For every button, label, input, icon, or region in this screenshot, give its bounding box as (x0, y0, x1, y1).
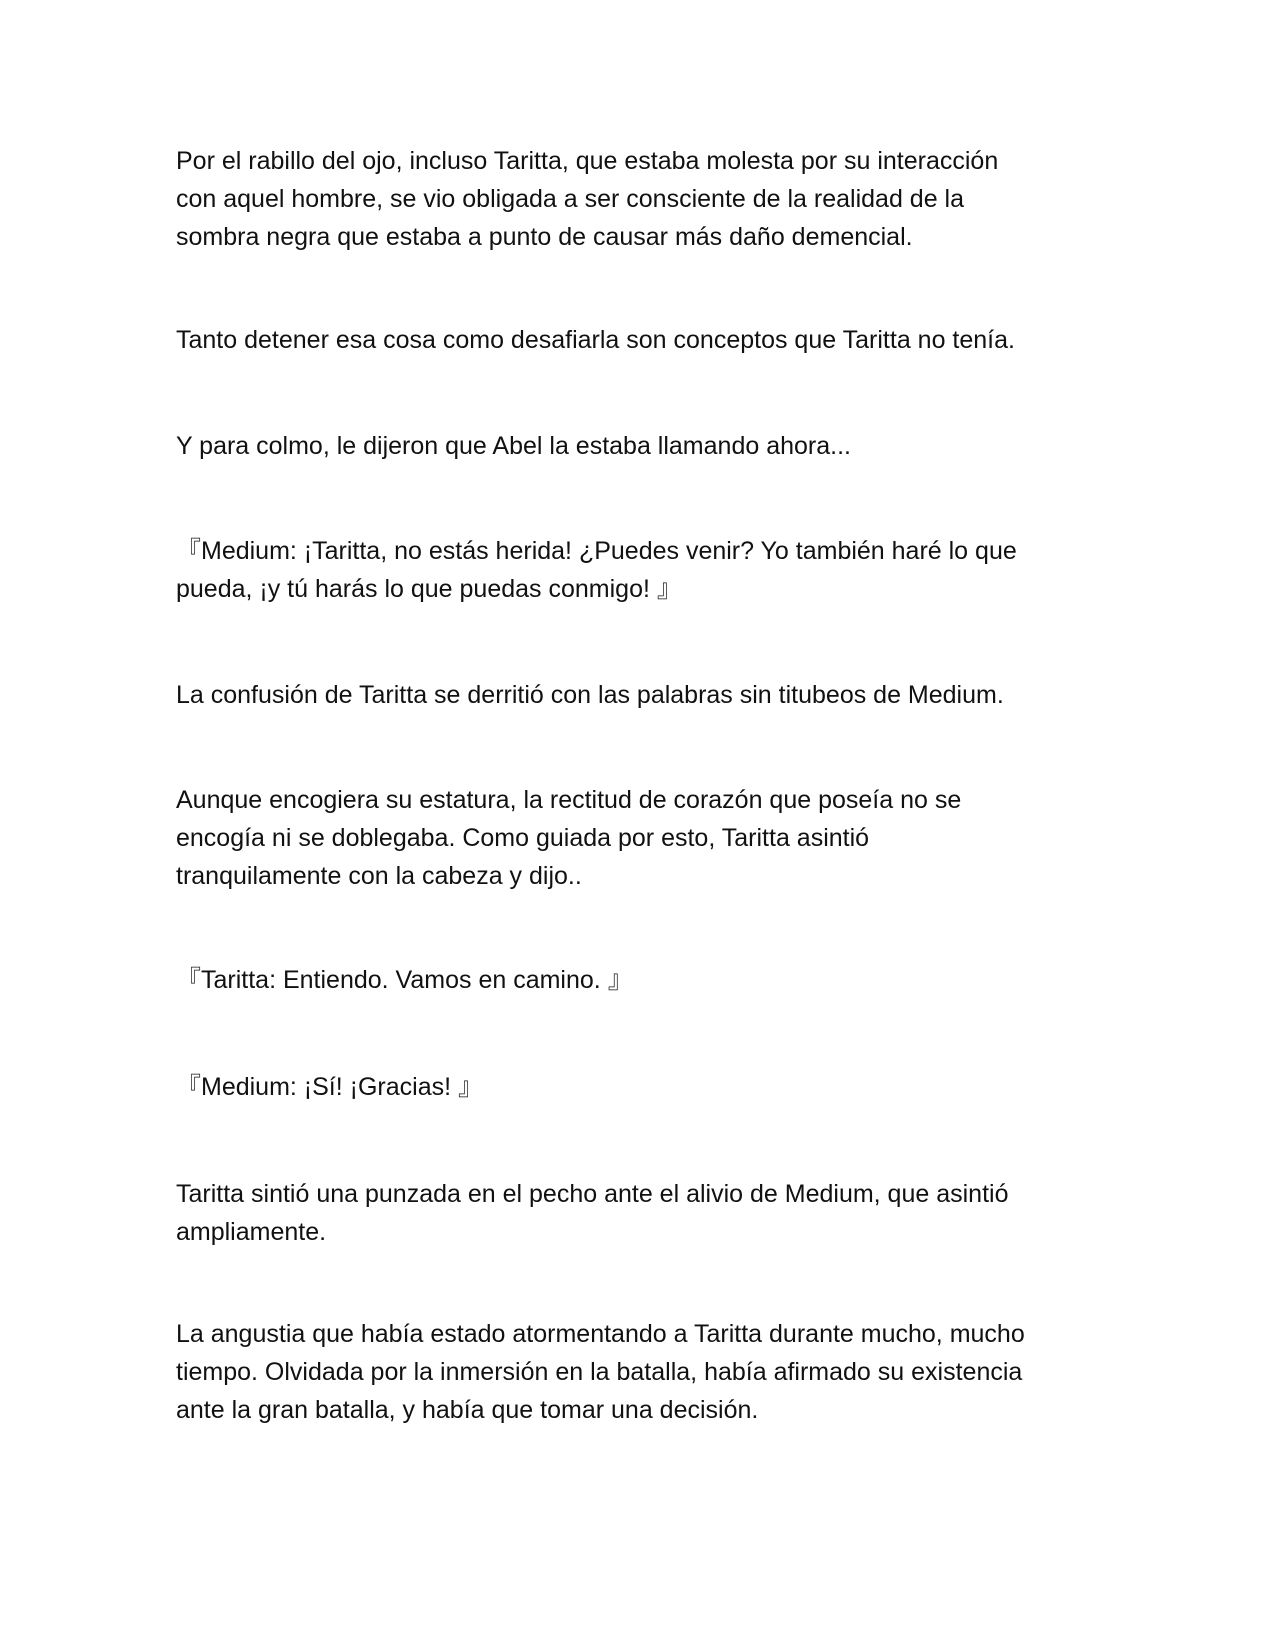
text-line: 『Taritta: Entiendo. Vamos en camino. 』 (176, 966, 633, 994)
paragraph-3 (176, 427, 1106, 465)
text-line: Taritta sintió una punzada en el pecho ante el alivio de Medium, que asintió (176, 1180, 1009, 1208)
paragraph-10 (176, 1315, 1106, 1429)
text-line: La angustia que había estado atormentando a Taritta durante mucho, mucho (176, 1320, 1025, 1348)
text-line: sombra negra que estaba a punto de causar más daño demencial. (176, 223, 913, 251)
text-line: Aunque encogiera su estatura, la rectitud de corazón que poseía no se (176, 786, 962, 814)
paragraph-9 (176, 1175, 1106, 1251)
paragraph-1 (176, 142, 1106, 256)
paragraph-5 (176, 676, 1106, 714)
text-line: La confusión de Taritta se derritió con las palabras sin titubeos de Medium. (176, 681, 1004, 709)
text-line: Y para colmo, le dijeron que Abel la estaba llamando ahora... (176, 432, 851, 460)
paragraph-2 (176, 321, 1106, 359)
text-line: 『Medium: ¡Sí! ¡Gracias! 』 (176, 1073, 483, 1101)
text-line: 『Medium: ¡Taritta, no estás herida! ¿Puedes venir? Yo también haré lo que (176, 537, 1017, 565)
text-line: encogía ni se doblegaba. Como guiada por esto, Taritta asintió (176, 824, 870, 852)
text-line: pueda, ¡y tú harás lo que puedas conmigo! 』 (176, 575, 682, 603)
dialogue-medium-1 (176, 532, 1106, 608)
dialogue-taritta (176, 961, 1106, 999)
text-line: tiempo. Olvidada por la inmersión en la batalla, había afirmado su existencia (176, 1358, 1023, 1386)
text-line: Tanto detener esa cosa como desafiarla son conceptos que Taritta no tenía. (176, 326, 1015, 354)
dialogue-medium-2 (176, 1068, 1106, 1106)
text-line: ante la gran batalla, y había que tomar una decisión. (176, 1396, 759, 1424)
paragraph-6 (176, 781, 1106, 895)
text-line: con aquel hombre, se vio obligada a ser consciente de la realidad de la (176, 185, 965, 213)
text-line: ampliamente. (176, 1218, 327, 1246)
text-line: Por el rabillo del ojo, incluso Taritta, que estaba molesta por su interacción (176, 147, 999, 175)
text-line: tranquilamente con la cabeza y dijo.. (176, 862, 582, 890)
